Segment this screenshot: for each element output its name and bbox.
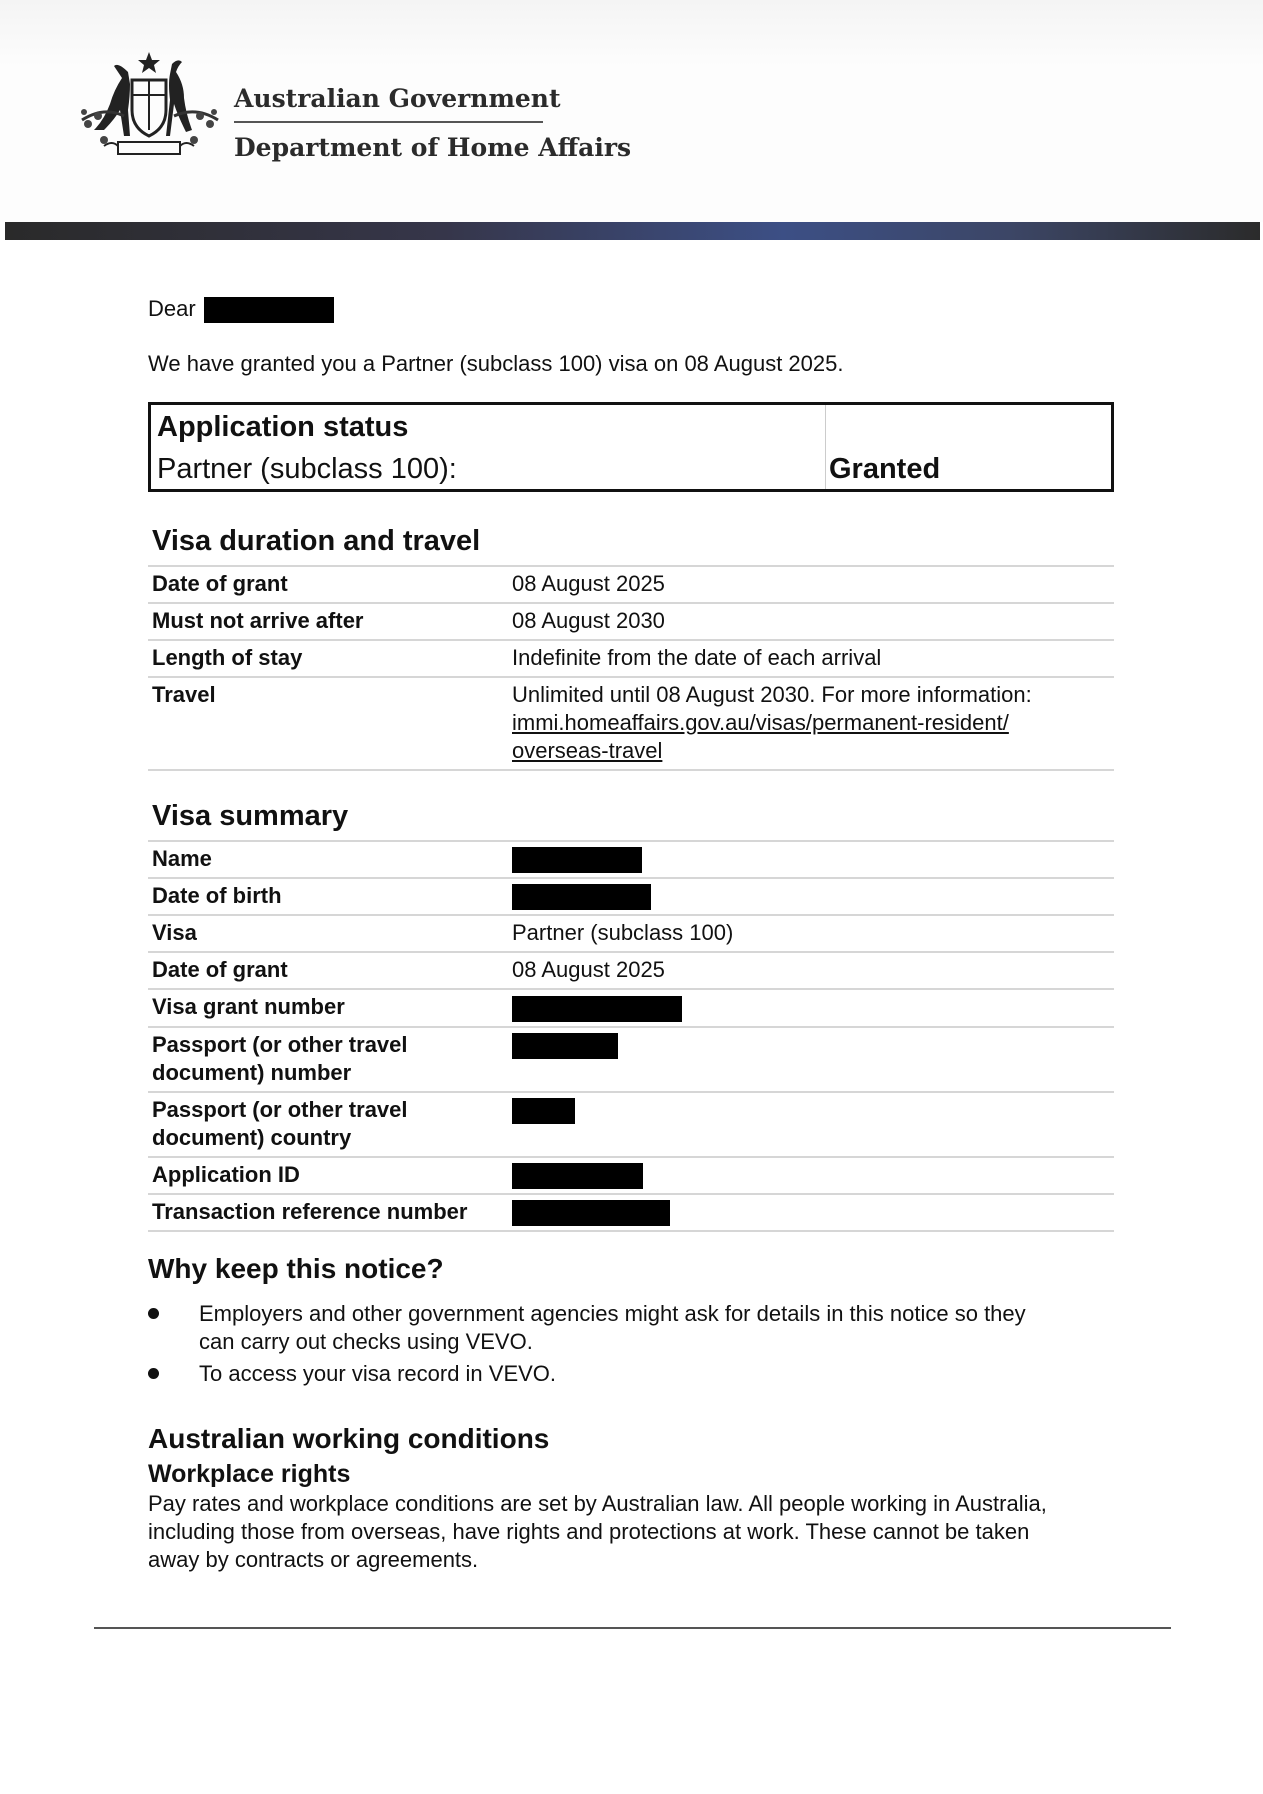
workplace-rights-subtitle: Workplace rights (148, 1460, 351, 1488)
redacted-value (512, 1098, 575, 1124)
redacted-value (512, 1200, 670, 1226)
redacted-name (204, 297, 334, 323)
table-row (148, 952, 1114, 989)
status-divider (825, 405, 826, 489)
coat-of-arms-icon (74, 50, 224, 166)
header-band (5, 222, 1260, 240)
row-key: Name (148, 841, 506, 878)
application-status-box (148, 402, 1114, 492)
travel-link-line1[interactable]: immi.homeaffairs.gov.au/visas/permanent-resident/ (512, 710, 1009, 735)
row-value (506, 841, 1114, 878)
table-row (148, 603, 1114, 640)
government-title: Australian Government (234, 84, 561, 113)
list-item-line2: can carry out checks using VEVO. (199, 1329, 533, 1354)
footer-divider (94, 1627, 1171, 1629)
conditions-paragraph (148, 1490, 1138, 1574)
row-value: Indefinite from the date of each arrival (506, 640, 1114, 677)
row-value (506, 989, 1114, 1026)
status-label: Partner (subclass 100): (157, 453, 457, 485)
row-key: Date of birth (148, 878, 506, 915)
row-value: 08 August 2025 (506, 952, 1114, 989)
paragraph-line1: Pay rates and workplace conditions are set by Australian law. All people working in Australia, (148, 1491, 1047, 1516)
table-row (148, 1194, 1114, 1231)
redacted-value (512, 1033, 618, 1059)
row-value: 08 August 2025 (506, 566, 1114, 603)
keep-notice-title: Why keep this notice? (148, 1253, 444, 1284)
bullet-icon (148, 1308, 159, 1319)
row-key-line1: Passport (or other travel (152, 1096, 408, 1122)
row-key: Visa (148, 915, 506, 952)
header-divider (234, 121, 543, 123)
bullet-icon (148, 1368, 159, 1379)
table-row (148, 878, 1114, 915)
status-value: Granted (829, 453, 941, 485)
greeting-text: Dear (148, 296, 196, 321)
table-row (148, 566, 1114, 603)
conditions-title: Australian working conditions (148, 1423, 550, 1454)
duration-table (148, 565, 1114, 771)
row-value (506, 1092, 1114, 1157)
intro-text: We have granted you a Partner (subclass 100) visa on 08 August 2025. (148, 351, 844, 376)
row-key: Must not arrive after (148, 603, 506, 640)
summary-table (148, 840, 1114, 1232)
row-key: Travel (148, 677, 506, 770)
list-item (148, 1360, 1108, 1388)
list-item (148, 1300, 1108, 1356)
paragraph-line3: away by contracts or agreements. (148, 1547, 479, 1572)
department-title: Department of Home Affairs (234, 133, 632, 162)
row-key: Transaction reference number (148, 1194, 506, 1231)
keep-notice-list (148, 1300, 1108, 1392)
row-key: Date of grant (148, 566, 506, 603)
table-row (148, 677, 1114, 770)
row-value: Partner (subclass 100) (506, 915, 1114, 952)
table-row (148, 640, 1114, 677)
table-row (148, 1027, 1114, 1092)
summary-title: Visa summary (152, 800, 349, 832)
row-key: Visa grant number (148, 989, 506, 1026)
row-key-line1: Passport (or other travel (152, 1031, 408, 1057)
row-value (506, 1157, 1114, 1194)
duration-title: Visa duration and travel (152, 525, 481, 557)
row-value (506, 878, 1114, 915)
row-key (148, 1027, 506, 1092)
travel-text: Unlimited until 08 August 2030. For more information: (512, 682, 1032, 707)
row-value (506, 1027, 1114, 1092)
redacted-value (512, 847, 642, 873)
list-item-line1: Employers and other government agencies might ask for details in this notice so they (199, 1301, 1026, 1326)
row-key-line2: document) number (152, 1059, 352, 1085)
row-key-line2: document) country (152, 1124, 352, 1150)
table-row (148, 989, 1114, 1026)
table-row (148, 915, 1114, 952)
redacted-value (512, 884, 651, 910)
paragraph-line2: including those from overseas, have rights and protections at work. These cannot be taken (148, 1519, 1030, 1544)
row-value (506, 1194, 1114, 1231)
row-key: Application ID (148, 1157, 506, 1194)
status-title: Application status (157, 411, 409, 443)
list-item-line1: To access your visa record in VEVO. (199, 1361, 557, 1386)
row-key: Length of stay (148, 640, 506, 677)
table-row (148, 1092, 1114, 1157)
travel-link-line2[interactable]: overseas-travel (512, 738, 663, 763)
redacted-value (512, 1163, 643, 1189)
redacted-value (512, 996, 682, 1022)
row-value: 08 August 2030 (506, 603, 1114, 640)
table-row (148, 841, 1114, 878)
table-row (148, 1157, 1114, 1194)
letterhead (0, 0, 1263, 222)
row-value (506, 677, 1114, 770)
row-key: Date of grant (148, 952, 506, 989)
row-key (148, 1092, 506, 1157)
greeting (148, 296, 334, 323)
